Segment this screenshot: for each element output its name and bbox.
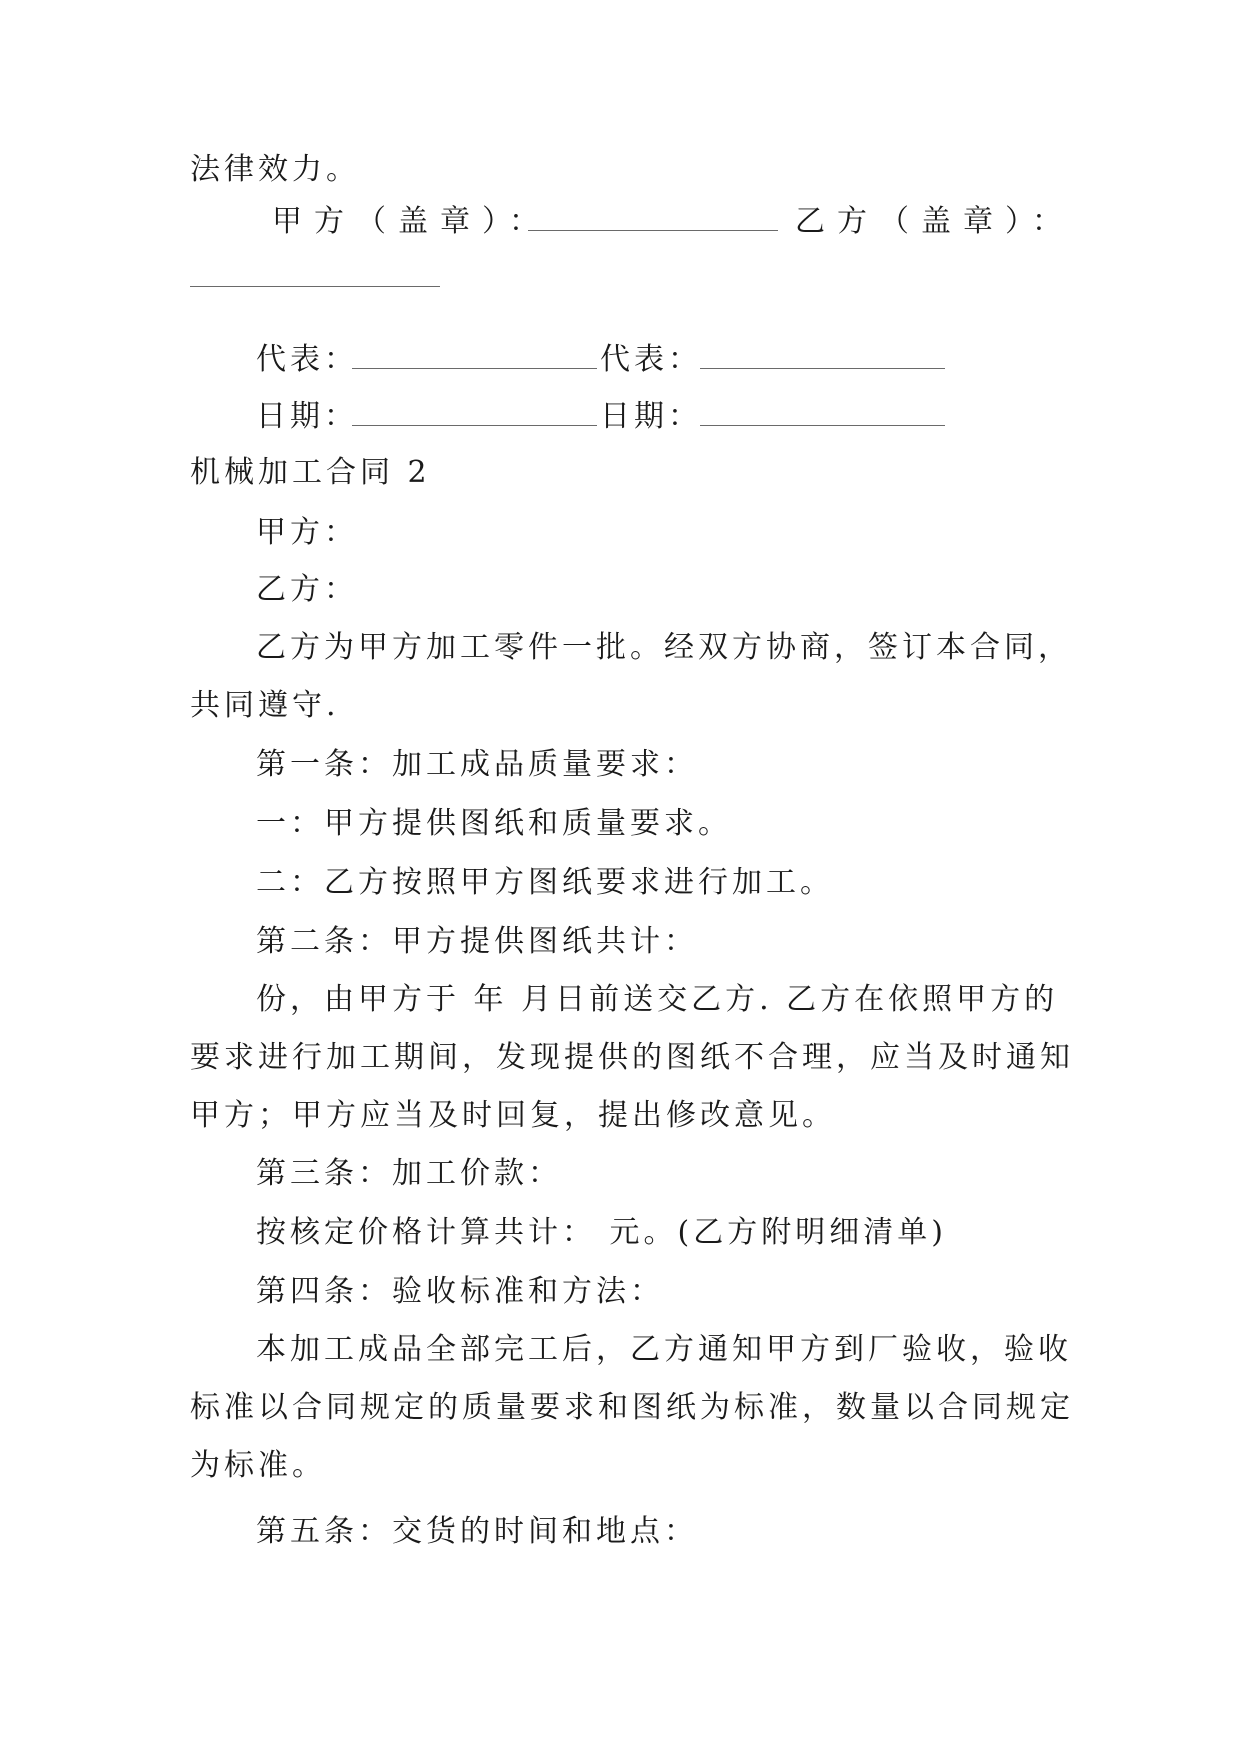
intro-line-2: 共同遵守.: [190, 688, 340, 723]
rep-b-blank[interactable]: [700, 340, 945, 380]
article-2-para-3: 甲方；甲方应当及时回复，提出修改意见。: [190, 1098, 836, 1133]
article-4-para-2: 标准以合同规定的质量要求和图纸为标准，数量以合同规定: [190, 1390, 1074, 1425]
date-b-blank[interactable]: [700, 397, 945, 437]
rep-b-label: 代表：: [600, 342, 702, 377]
article-2-heading: 第二条：甲方提供图纸共计：: [256, 924, 698, 959]
article-3-para: 按核定价格计算共计： 元。(乙方附明细清单): [256, 1215, 947, 1250]
contract-title: 机械加工合同 2: [190, 455, 431, 490]
article-2-para-1: 份，由甲方于 年 月日前送交乙方. 乙方在依照甲方的: [256, 982, 1059, 1017]
article-4-para-1: 本加工成品全部完工后，乙方通知甲方到厂验收，验收: [256, 1332, 1072, 1367]
date-a-blank[interactable]: [352, 397, 597, 437]
article-4-heading: 第四条：验收标准和方法：: [256, 1274, 664, 1309]
article-4-para-3: 为标准。: [190, 1448, 326, 1483]
date-b-label: 日期：: [600, 399, 702, 434]
rep-a-blank[interactable]: [352, 340, 597, 380]
intro-line-1: 乙方为甲方加工零件一批。经双方协商，签订本合同，: [256, 630, 1072, 665]
party-b-seal-label: 乙方（盖章）：: [795, 204, 1074, 239]
party-b-line: 乙方：: [256, 572, 358, 607]
article-3-heading: 第三条：加工价款：: [256, 1156, 562, 1191]
article-1-item-1: 一：甲方提供图纸和质量要求。: [256, 806, 732, 841]
date-a-label: 日期：: [256, 399, 358, 434]
rep-a-label: 代表：: [256, 342, 358, 377]
article-1-item-2: 二：乙方按照甲方图纸要求进行加工。: [256, 865, 834, 900]
party-a-line: 甲方：: [256, 515, 358, 550]
article-1-heading: 第一条：加工成品质量要求：: [256, 747, 698, 782]
party-a-seal-blank[interactable]: [528, 202, 778, 242]
party-b-seal-blank[interactable]: [190, 258, 440, 298]
article-2-para-2: 要求进行加工期间，发现提供的图纸不合理，应当及时通知: [190, 1040, 1074, 1075]
article-5-heading: 第五条：交货的时间和地点：: [256, 1514, 698, 1549]
party-a-seal-label: 甲方（盖章）：: [272, 204, 551, 239]
text-law-effect: 法律效力。: [190, 152, 360, 187]
